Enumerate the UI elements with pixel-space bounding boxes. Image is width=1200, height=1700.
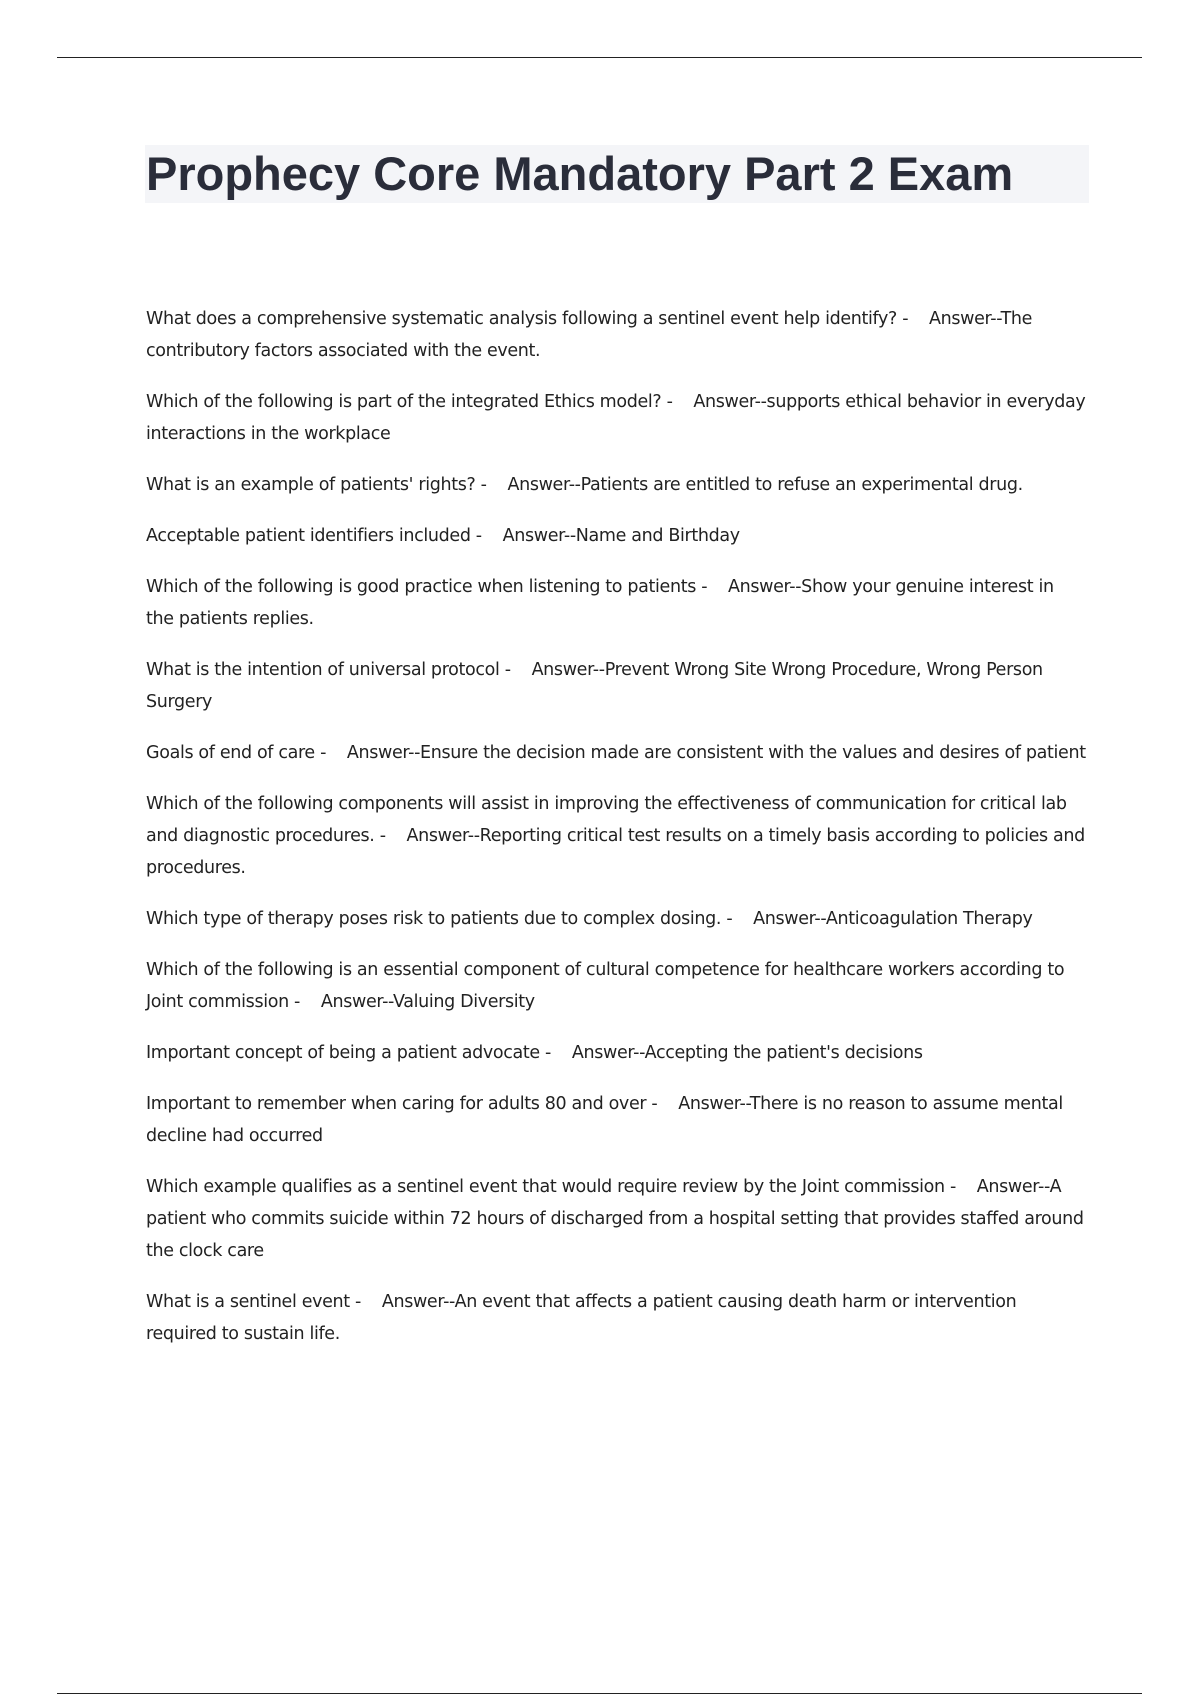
question-text: What is the intention of universal protocol <box>146 660 500 680</box>
separator: - <box>539 1043 572 1063</box>
qa-item <box>146 571 1086 635</box>
separator: - <box>661 392 694 412</box>
question-text: Important concept of being a patient advocate <box>146 1043 540 1063</box>
question-text: Important to remember when caring for adults 80 and over <box>146 1094 647 1114</box>
separator: - <box>944 1177 977 1197</box>
answer-text: Answer--Name and Birthday <box>502 526 740 546</box>
question-text: Which of the following components will assist in improving the effectiveness of communication for critical lab and diagnostic procedures. <box>146 794 1067 846</box>
question-text: Which of the following is part of the integrated Ethics model? <box>146 392 662 412</box>
question-text: Which of the following is an essential component of cultural competence for healthcare workers according to Joint commission <box>146 960 1065 1012</box>
qa-list <box>146 303 1086 1369</box>
answer-text: Answer--Ensure the decision made are consistent with the values and desires of patient <box>346 743 1086 763</box>
question-text: Which example qualifies as a sentinel event that would require review by the Joint commission <box>146 1177 945 1197</box>
qa-item <box>146 1286 1086 1350</box>
answer-text: Answer--Reporting critical test results on a timely basis according to policies and procedures. <box>146 826 1085 878</box>
separator: - <box>288 992 321 1012</box>
answer-text: Answer--supports ethical behavior in everyday interactions in the workplace <box>146 392 1086 444</box>
page-title: Prophecy Core Mandatory Part 2 Exam <box>146 147 1014 200</box>
question-text: Which of the following is good practice when listening to patients <box>146 577 696 597</box>
separator: - <box>499 660 532 680</box>
answer-text: Answer--Anticoagulation Therapy <box>753 909 1033 929</box>
qa-item <box>146 303 1086 367</box>
separator: - <box>721 909 754 929</box>
separator: - <box>470 526 503 546</box>
separator: - <box>896 309 930 329</box>
qa-item <box>146 520 1086 552</box>
separator: - <box>314 743 347 763</box>
qa-item <box>146 788 1086 884</box>
qa-item <box>146 954 1086 1018</box>
answer-text: Answer--Prevent Wrong Site Wrong Procedure, Wrong Person Surgery <box>146 660 1043 712</box>
question-text: Which type of therapy poses risk to patients due to complex dosing. <box>146 909 722 929</box>
qa-item <box>146 469 1086 501</box>
separator: - <box>646 1094 679 1114</box>
answer-text: Answer--Patients are entitled to refuse an experimental drug. <box>507 475 1023 495</box>
separator: - <box>475 475 508 495</box>
qa-item <box>146 903 1086 935</box>
answer-text: Answer--There is no reason to assume mental decline had occurred <box>146 1094 1063 1146</box>
qa-item <box>146 1037 1086 1069</box>
qa-item <box>146 654 1086 718</box>
separator: - <box>374 826 407 846</box>
question-text: What is a sentinel event <box>146 1292 350 1312</box>
qa-item <box>146 737 1086 769</box>
answer-text: Answer--A patient who commits suicide within 72 hours of discharged from a hospital setting that provides staffed around the clock care <box>146 1177 1084 1261</box>
answer-text: Answer--Accepting the patient's decisions <box>571 1043 923 1063</box>
separator: - <box>695 577 729 597</box>
question-text: Acceptable patient identifiers included <box>146 526 471 546</box>
answer-text: Answer--Valuing Diversity <box>320 992 535 1012</box>
bottom-divider <box>57 1693 1142 1694</box>
top-divider <box>57 57 1142 58</box>
answer-text: Answer--An event that affects a patient causing death harm or intervention required to sustain life. <box>146 1292 1017 1344</box>
question-text: Goals of end of care <box>146 743 315 763</box>
qa-item <box>146 1171 1086 1267</box>
answer-text: Answer--The contributory factors associated with the event. <box>146 309 1033 361</box>
qa-item <box>146 1088 1086 1152</box>
separator: - <box>349 1292 382 1312</box>
qa-item <box>146 386 1086 450</box>
question-text: What is an example of patients' rights? <box>146 475 476 495</box>
question-text: What does a comprehensive systematic analysis following a sentinel event help identify? <box>146 309 897 329</box>
answer-text: Answer--Show your genuine interest in the patients replies. <box>146 577 1054 629</box>
